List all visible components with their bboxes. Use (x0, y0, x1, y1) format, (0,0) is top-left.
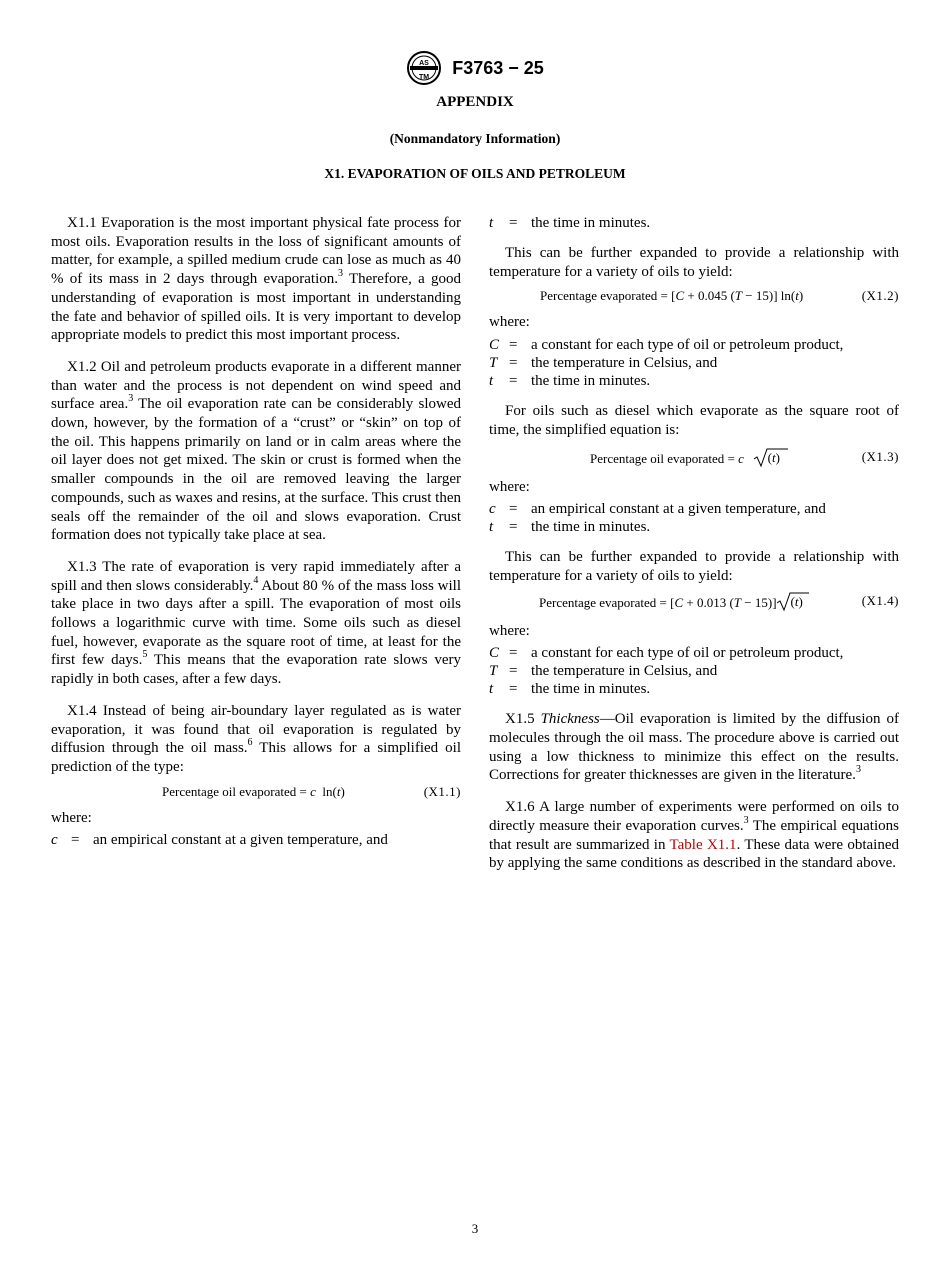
paragraph-expansion-2: This can be further expanded to provide a relationship with temperature for a variety of oils to yield: (489, 549, 899, 584)
equation-number: (X1.3) (861, 448, 899, 464)
paragraph-x1-5: X1.5 Thickness—Oil evaporation is limited by the diffusion of molecules through the oil mass. The procedure above is carried out using a low thickness to minimize this effect on the results. Corrections for greater thicknesses are given in the literature.$^3$ (489, 711, 899, 784)
section-title: X1. EVAPORATION OF OILS AND PETROLEUM (324, 166, 626, 181)
definition-t: t = the time in minutes. (489, 519, 651, 536)
astm-logo-icon (406, 50, 442, 86)
left-column (51, 214, 461, 849)
definition-t: t = the time in minutes. (489, 373, 651, 390)
paragraph-x1-6: X1.6 A large number of experiments were performed on oils to directly measure their evaporation curves.$^3$ The empirical equations that result are summarized in Table X1.1. These data were obtained by applying the same conditions as described in the standard above. (489, 799, 899, 872)
equation-number: (X1.1) (423, 783, 461, 799)
paragraph-expansion-1: This can be further expanded to provide a relationship with temperature for a variety of oils to yield: (489, 245, 899, 280)
definition-T: T = the temperature in Celsius, and (489, 663, 718, 680)
table-x1-1-link[interactable]: Table X1.1 (669, 836, 737, 853)
nonmandatory-label: (Nonmandatory Information) (389, 131, 561, 146)
definition-c: c = an empirical constant at a given temperature, and (51, 832, 388, 849)
equation-x1-3: Percentage oil evaporated = c (t) (X1.3) (489, 446, 899, 470)
equation-x1-1: Percentage oil evaporated = c ln(t) (X1.1) (51, 781, 461, 801)
where-label: where: (489, 314, 530, 331)
definition-T: T = the temperature in Celsius, and (489, 355, 718, 372)
square-root-icon: (t) (754, 448, 788, 469)
definition-C: C = a constant for each type of oil or petroleum product, (489, 645, 844, 662)
paragraph-x1-1: X1.1 Evaporation is the most important physical fate process for most oils. Evaporation results in the loss of significant amounts of matter, for example, a spilled medium crude can lose as much as 40 % of its mass in 2 days through evaporation.$^3$ Therefore, a good understanding of evaporation is most important in understanding the fate and behavior of spilled oils. It is very important to develop appropriate models to predict this most important process. (51, 215, 461, 344)
page-number: 3 (471, 1221, 479, 1236)
where-label: where: (489, 478, 530, 495)
appendix-title: APPENDIX (436, 94, 514, 110)
page-header (0, 50, 950, 86)
square-root-icon: (t) (777, 592, 809, 613)
svg-text:TM: TM (419, 74, 430, 81)
definition-C: C = a constant for each type of oil or petroleum product, (489, 337, 844, 354)
where-label: where: (489, 622, 530, 639)
equation-number: (X1.4) (861, 592, 899, 608)
svg-text:AS: AS (419, 60, 430, 67)
paragraph-x1-4: X1.4 Instead of being air-boundary layer regulated as is water evaporation, it was found that oil evaporation is regulated by diffusion through the oil mass.$^6$ This allows for a simplified oil prediction of the type: (51, 702, 461, 775)
equation-x1-2: Percentage evaporated = [C + 0.045 (T − 15)] ln(t) (X1.2) (489, 285, 899, 305)
definition-t: t = the time in minutes. (489, 681, 651, 698)
document-number: F3763 − 25 (452, 57, 544, 78)
paragraph-x1-3: X1.3 The rate of evaporation is very rapid immediately after a spill and then slows considerably.$^4$ About 80 % of the mass loss will take place in two days after a spill. The evaporation of most oils follows a logarithmic curve with time. Some oils such as diesel fuel, however, evaporate as the square root of time, at least for the first few days.$^5$ This means that the evaporation rate slows very rapidly in both cases, after a few days. (51, 558, 461, 688)
equation-x1-4: Percentage evaporated = [C + 0.013 (T − 15)] (t) (X1.4) (489, 590, 899, 614)
paragraph-diesel: For oils such as diesel which evaporate as the square root of time, the simplified equation is: (489, 403, 899, 438)
paragraph-x1-2: X1.2 Oil and petroleum products evaporate in a different manner than water and the process is not dependent on wind speed and surface area.$^3$ The oil evaporation rate can be considerably slowed down, however, by the formation of a “crust” or “skin” on top of the oil. This happens primarily on land or in calm areas where the oil layer does not get mixed. The skin or crust is formed when the smaller compounds in the oil are removed leaving the larger compounds, such as waxes and resins, at the surface. This crust then seals off the remainder of the oil and slows evaporation. Crust formation does not typically take place at sea. (51, 358, 461, 544)
right-column (489, 214, 899, 886)
definition-t: t = the time in minutes. (489, 215, 651, 231)
where-label: where: (51, 809, 92, 826)
definition-c: c = an empirical constant at a given temperature, and (489, 501, 826, 518)
equation-number: (X1.2) (861, 288, 899, 304)
